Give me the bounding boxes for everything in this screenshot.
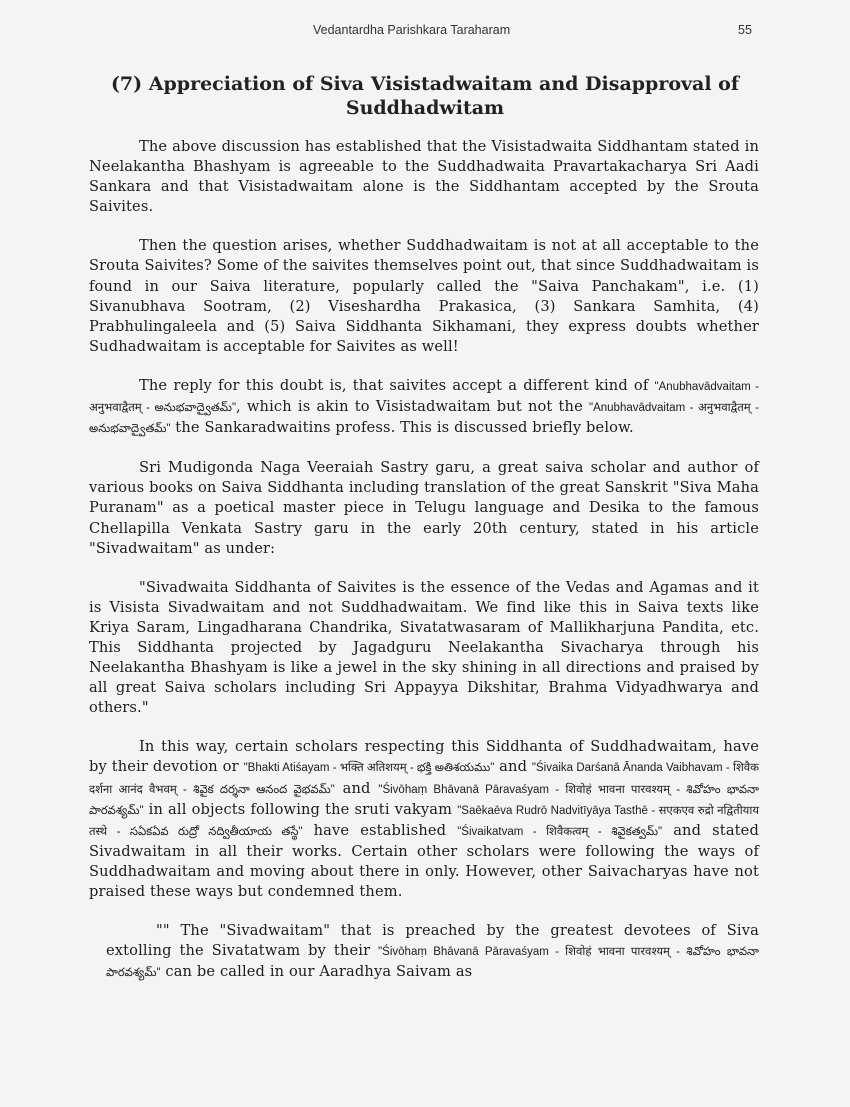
bhakti-atisayam-term: "Bhakti Atiśayam - भक्ति अतिशयम् - భక్తి అతిశయము" [243,762,495,775]
paragraph-6 [89,737,759,902]
paragraph-6-text-g: in all objects following the sruti vakyam [143,800,458,818]
anubhavadvaitam-term-2: "Anubhavādvaitam - अनुभवाद्वैतम् - అనుభవాద్వైతమ్" [89,402,759,436]
sivaika-darsana-term: "Śivaika Darśanā Ānanda Vaibhavam - शिवैक दर्शना आनंद वैभवम् - శివైక దర్శనా ఆనంద వైభవమ్" [89,762,759,796]
paragraph-2: Then the question arises, whether Suddhadwaitam is not at all acceptable to the Srouta Saivites? Some of the saivites themselves point out, that since Suddhadwaitam is found in our Saiva literature, popularly called the "Saiva Panchakam", i.e. (1) Sivanubhava Sootram, (2) Viseshardha Prakasica, (3) Sankara Samhita, (4) Prabhulingaleela and (5) Saiva Siddhanta Sikhamani, they express doubts whether Sudhadwaitam is acceptable for Saivites as well! [89,237,759,355]
sruti-vakyam-term: "Saēkaēva Rudrō Nadvitīyāya Tasthē - सएकएव रुद्रो नद्वितीयाय तस्थे - సఏకఏవ రుద్రో నద్వితీయాయ తస్థే" [89,804,760,838]
paragraph-6-text-k: and stated Sivadwaitam in all their works. Certain other scholars were following the ways of Suddhadwaitam and moving about there in only. However, other Saivacharyas have not praised these ways but condemned them. [89,821,759,900]
body-text [89,137,759,1002]
paragraph-7-text-c: can be called in our Aaradhya Saivam as [160,963,473,981]
paragraph-7-text-a: "" The "Sivadwaitam" that is preached by the greatest devotees of Siva extolling the Sivatatwam by their [106,922,759,960]
paragraph-3-text-a: The reply for this doubt is, that saivites accept a different kind of [139,376,655,394]
quoted-paragraph: "Sivadwaita Siddhanta of Saivites is the essence of the Vedas and Agamas and it is Visista Sivadwaitam and not Suddhadwaitam. We find like this in Saiva texts like Kriya Saram, Lingadharana Chandrika, Sivatatwasaram of Mallikharjuna Pandita, etc. This Siddhanta projected by Jagadguru Neelakantha Sivacharya through his Neelakantha Bhashyam is like a jewel in the sky shining in all directions and praised by all great Saiva scholars including Sri Appayya Dikshitar, Brahma Vidyadhwarya and others." [89,578,759,717]
paragraph-3-text-c: , which is akin to Visistadwaitam but not the [236,398,589,416]
paragraph-3 [89,376,759,439]
paragraph-1: The above discussion has established that the Visistadwaita Siddhantam stated in Neelakantha Bhashyam is agreeable to the Suddhadwaita Pravartakacharya Sri Aadi Sankara and that Visistadwaitam alone is the Siddhantam accepted by the Srouta Saivites. [89,138,759,216]
paragraph-7 [106,921,759,983]
paragraph-6-text-c: and [494,758,532,776]
sivaikatvam-term: "Śivaikatvam - शिवैकत्वम् - శివైకత్వమ్" [457,825,663,838]
paragraph-6-text-i: have established [302,821,458,839]
running-header [0,21,850,41]
anubhavadvaitam-term: "Anubhavādvaitam - अनुभवाद्वैतम् - అనుభవాద్వైతమ్" [89,380,760,415]
section-title: (7) Appreciation of Siva Visistadwaitam and Disapproval of Suddhadwitam [110,73,740,119]
paragraph-3-text-e: the Sankaradwaitins profess. This is discussed briefly below. [170,419,634,437]
paragraph-6-text-e: and [334,779,379,797]
sivoham-bhavana-term-2: "Śivōhaṃ Bhāvanā Pāravaśyam - शिवोहं भावना पारवश्यम् - శివోహం భావనా పారవశ్యమ్" [106,946,759,980]
page-number: 55 [738,23,752,37]
sivoham-bhavana-term: "Śivōhaṃ Bhāvanā Pāravaśyam - शिवोहं भावना पारवश्यम् - శివోహం భావనా పారవశ్యమ్" [89,783,759,817]
running-title: Vedantardha Parishkara Taraharam [313,23,511,37]
paragraph-4: Sri Mudigonda Naga Veeraiah Sastry garu, a great saiva scholar and author of various books on Saiva Siddhanta including translation of the great Sanskrit "Siva Maha Puranam" as a poetical master piece in Telugu language and Desika to the famous Chellapilla Venkata Sastry garu in the early 20th century, stated in his article "Sivadwaitam" as under: [89,459,759,557]
paragraph-6-text-a: In this way, certain scholars respecting this Siddhanta of Suddhadwaitam, have by their devotion or [89,738,759,776]
